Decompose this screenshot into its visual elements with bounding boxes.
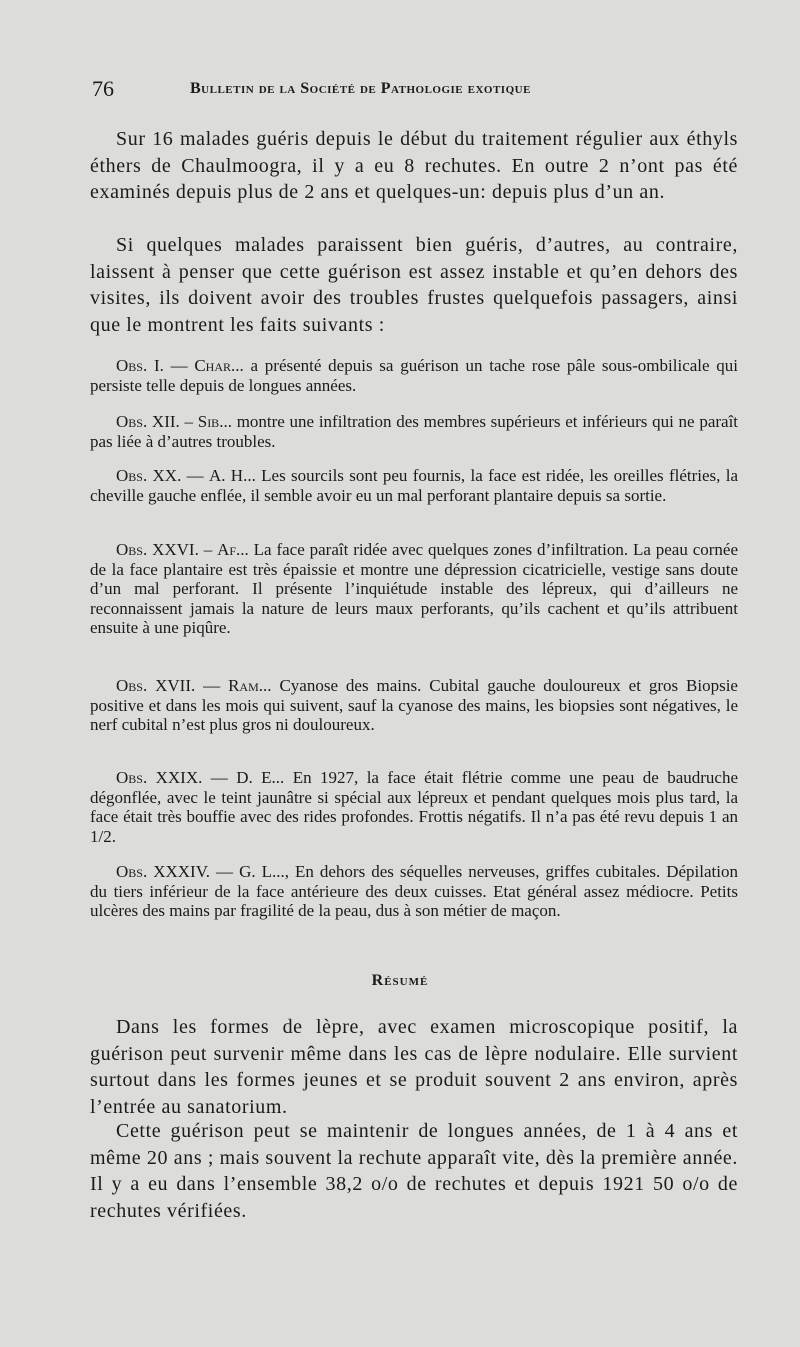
observation-entry xyxy=(90,412,738,451)
body-paragraph: Si quelques malades paraissent bien guéris, d’autres, au contraire, laissent à penser que cette guérison est assez instable et qu’en dehors des visites, ils doivent avoir des troubles frustes quelquefois passagers, ainsi que le montrent les faits suivants : xyxy=(90,234,738,336)
section-title: Résumé xyxy=(371,972,429,989)
observation-entry xyxy=(90,676,738,735)
summary-paragraph: Cette guérison peut se maintenir de longues années, de 1 à 4 ans et même 20 ans ; mais souvent la rechute apparaît vite, dès la première année. Il y a eu dans l’ensemble 38,2 o/o de rechutes et depuis 1921 50 o/o de rechutes vérifiées. xyxy=(90,1120,738,1222)
patient-name: Char... xyxy=(194,356,244,375)
observation-label: Obs. XX. — xyxy=(116,466,204,485)
observation-text: En dehors des séquelles nerveuses, griffes cubitales. Dépilation du tiers inférieur de la face antérieure des deux cuisses. Etat général assez médiocre. Petits ulcères des mains par fragilité de la peau, dus à son métier de maçon. xyxy=(90,862,738,920)
page-header xyxy=(92,76,652,106)
observation-label: Obs. XXVI. – xyxy=(116,540,213,559)
observation-text: a présenté depuis sa guérison un tache rose pâle sous-ombilicale qui persiste telle depuis de longues années. xyxy=(90,356,739,395)
observation-entry xyxy=(90,540,738,638)
patient-name: A. H... xyxy=(208,466,256,485)
observation-text: Cyanose des mains. Cubital gauche douloureux et gros Biopsie positive et dans les mois qui suivent, sauf la cyanose des mains, les biopsies sont négatives, le nerf cubital n’est plus gros ni douloureux. xyxy=(90,676,738,734)
observation-label: Obs. XXIX. — xyxy=(116,768,228,787)
observation-entry xyxy=(90,862,738,921)
observation-text: En 1927, la face était flétrie comme une peau de baudruche dégonflée, avec le teint jaunâtre si spécial aux lépreux et pendant quelques mois plus tard, la face était très bouffie avec des rides profondes. Frottis négatifs. Il n’a pas été revu depuis 1 an 1/2. xyxy=(90,768,739,846)
observation-text: La face paraît ridée avec quelques zones d’infiltration. La peau cornée de la face plantaire est très épaissie et montre une dépression cicatricielle, vestige sans doute d’un mal perforant. Il présente l’inquiétude instable des lépreux, qui d’ailleurs ne reconnaissent jamais la nature de leurs maux perforants, qu’ils cachent et qu’ils attribuent ensuite à une piqûre. xyxy=(90,540,739,637)
observation-label: Obs. XII. – xyxy=(116,412,193,431)
observation-text: Les sourcils sont peu fournis, la face est ridée, les oreilles flétries, la cheville gauche enflée, il semble avoir eu un mal perforant plantaire depuis sa sortie. xyxy=(90,466,739,505)
observation-label: Obs. I. — xyxy=(116,356,188,375)
observation-label: Obs. XXXIV. — xyxy=(116,862,234,881)
patient-name: Ram... xyxy=(228,676,272,695)
page-number: 76 xyxy=(92,76,114,101)
summary-paragraph: Dans les formes de lèpre, avec examen microscopique positif, la guérison peut survenir même dans les cas de lèpre nodulaire. Elle survient surtout dans les formes jeunes et se produit souvent 2 ans environ, après l’entrée au sanatorium. xyxy=(90,1016,738,1118)
body-paragraph: Sur 16 malades guéris depuis le début du traitement régulier aux éthyls éthers de Chaulmoogra, il y a eu 8 rechutes. En outre 2 n’ont pas été examinés depuis plus de 2 ans et quelques-un: depuis plus d’un an. xyxy=(90,128,738,203)
patient-name: G. L..., xyxy=(239,862,289,881)
observation-text: montre une infiltration des membres supérieurs et inférieurs qui ne paraît pas liée à d’autres troubles. xyxy=(90,412,739,451)
patient-name: D. E... xyxy=(236,768,285,787)
observation-entry xyxy=(90,466,738,505)
patient-name: Af... xyxy=(217,540,249,559)
observation-label: Obs. XVII. — xyxy=(116,676,221,695)
observation-entry xyxy=(90,768,738,846)
running-title: Bulletin de la Société de Pathologie exotique xyxy=(190,80,531,97)
observation-entry xyxy=(90,356,738,395)
patient-name: Sib... xyxy=(197,412,232,431)
